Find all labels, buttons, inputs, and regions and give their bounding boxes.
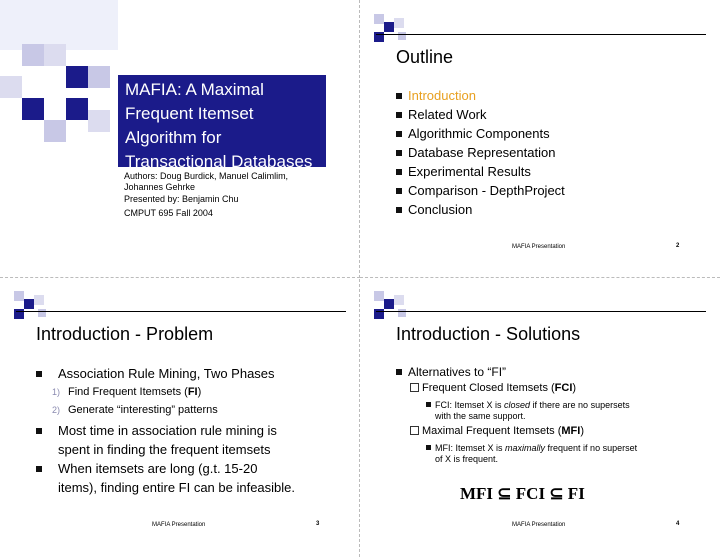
deco-squares-icon: [0, 0, 118, 160]
deco-squares-icon: [14, 291, 54, 325]
title-line: Transactional Databases: [125, 152, 313, 171]
sub-item-fci: Frequent Closed Itemsets (FCI): [410, 382, 576, 394]
mfi-definition-cont: of X is frequent.: [435, 454, 499, 464]
list-item: Introduction: [396, 86, 565, 105]
slide-footer: MAFIA Presentation: [152, 522, 206, 528]
list-item: Algorithmic Components: [396, 124, 565, 143]
fci-definition: FCI: Itemset X is closed if there are no supersets: [426, 400, 630, 411]
list-item: Conclusion: [396, 200, 565, 219]
page-number: 4: [676, 521, 680, 527]
bullet-square-icon: [396, 369, 402, 375]
slide-title: Introduction - Problem: [36, 324, 214, 344]
title-line: Frequent Itemset: [125, 104, 254, 123]
presenter: Presented by: Benjamin Chu: [124, 194, 239, 204]
hollow-square-icon: [410, 426, 419, 435]
course: CMPUT 695 Fall 2004: [124, 208, 213, 218]
title-rule: [16, 311, 346, 312]
sub-item-generate: 2) Generate “interesting” patterns: [52, 404, 218, 416]
bullet-square-icon: [396, 131, 402, 137]
slide-3: [0, 279, 360, 557]
slide-footer: MAFIA Presentation: [512, 522, 566, 528]
slide-2: [360, 0, 720, 278]
list-item: Comparison - DepthProject: [396, 181, 565, 200]
page-number: 3: [316, 521, 320, 527]
page-number: 2: [676, 243, 680, 249]
bullet-long-itemsets-cont: items), finding entire FI can be infeasible.: [58, 480, 296, 495]
list-item: Experimental Results: [396, 162, 565, 181]
slide-title: Outline: [396, 47, 454, 67]
fci-definition-cont: with the same support.: [435, 411, 526, 421]
slide-1: [0, 0, 360, 278]
bullet-square-icon: [426, 402, 431, 407]
list-item: Database Representation: [396, 143, 565, 162]
slide-4: [360, 279, 720, 557]
mfi-definition: MFI: Itemset X is maximally frequent if no superset: [426, 443, 637, 454]
bullet-square-icon: [396, 188, 402, 194]
title-rule: [376, 311, 706, 312]
slide-title: Introduction - Solutions: [396, 324, 581, 344]
deco-squares-icon: [374, 291, 414, 325]
bullet-alternatives: Alternatives to “FI”: [396, 365, 506, 379]
bullet-square-icon: [396, 93, 402, 99]
subset-formula: MFI ⊆ FCI ⊆ FI: [460, 484, 585, 503]
sub-item-mfi: Maximal Frequent Itemsets (MFI): [410, 425, 584, 437]
bullet-long-itemsets: When itemsets are long (g.t. 15-20: [36, 460, 257, 478]
bullet-square-icon: [396, 150, 402, 156]
bullet-square-icon: [396, 169, 402, 175]
sub-item-find-fi: 1) Find Frequent Itemsets (FI): [52, 386, 202, 398]
title-line: Algorithm for: [125, 128, 222, 147]
title-rule: [376, 34, 706, 35]
authors-line-1: Authors: Doug Burdick, Manuel Calimlim,: [124, 171, 289, 181]
bullet-square-icon: [396, 112, 402, 118]
bullet-square-icon: [396, 207, 402, 213]
bullet-square-icon: [36, 466, 42, 472]
list-item: Related Work: [396, 105, 565, 124]
title-line: MAFIA: A Maximal: [125, 80, 264, 99]
bullet-square-icon: [36, 428, 42, 434]
presentation-title: [118, 75, 326, 171]
authors-line-2: Johannes Gehrke: [124, 182, 196, 192]
bullet-square-icon: [426, 445, 431, 450]
bullet-association-rule: Association Rule Mining, Two Phases: [36, 365, 275, 383]
hollow-square-icon: [410, 383, 419, 392]
bullet-square-icon: [36, 371, 42, 377]
slide-footer: MAFIA Presentation: [512, 244, 566, 250]
outline-list: [396, 86, 565, 219]
bullet-most-time: Most time in association rule mining is: [36, 422, 277, 440]
bullet-most-time-cont: spent in finding the frequent itemsets: [58, 442, 271, 457]
deco-squares-icon: [374, 14, 414, 48]
